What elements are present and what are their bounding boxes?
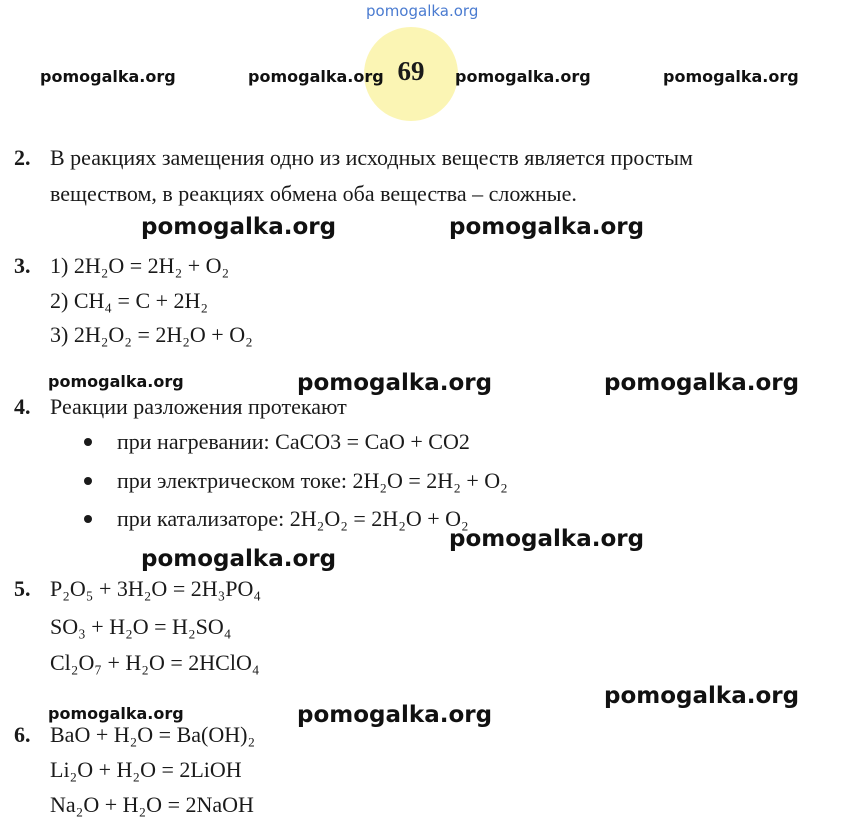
- reaction-line: [50, 253, 229, 279]
- reaction-formula: BaO + H₂O = Ba(OH)₂: [50, 722, 256, 747]
- reaction-index: 3): [50, 322, 69, 347]
- answer-text-line: В реакциях замещения одно из исходных веществ является простым: [50, 145, 693, 170]
- answer-number: 2.: [14, 145, 31, 170]
- watermark: pomogalka.org: [48, 704, 184, 723]
- reaction-formula: Cl₂O₇ + H₂O = 2HClO₄: [50, 650, 260, 675]
- watermark: pomogalka.org: [297, 702, 493, 728]
- watermark: pomogalka.org: [141, 214, 337, 240]
- bullet-item: при катализаторе: 2H₂O₂ = 2H₂O + O₂: [117, 506, 469, 531]
- watermark: pomogalka.org: [455, 67, 591, 86]
- answer-text-line: Реакции разложения протекают: [50, 394, 347, 419]
- reaction-formula: Na₂O + H₂O = 2NaOH: [50, 792, 254, 817]
- watermark: pomogalka.org: [663, 67, 799, 86]
- bullet-item: при нагревании: CaCO3 = CaO + CO2: [117, 429, 470, 454]
- reaction-formula: 2H₂O₂ = 2H₂O + O₂: [73, 322, 253, 347]
- answer-number: 5.: [14, 576, 31, 601]
- watermark: pomogalka.org: [48, 372, 184, 391]
- reaction-line: [50, 288, 208, 314]
- reaction-formula: SO₃ + H₂O = H₂SO₄: [50, 614, 232, 639]
- answer-text-line: веществом, в реакциях обмена оба вещества – сложные.: [50, 181, 577, 206]
- answer-number: 6.: [14, 722, 31, 747]
- answer-number: 3.: [14, 253, 31, 278]
- reaction-formula: P₂O₅ + 3H₂O = 2H₃PO₄: [50, 576, 262, 601]
- answer-number: 4.: [14, 394, 31, 419]
- watermark: pomogalka.org: [297, 370, 493, 396]
- watermark: pomogalka.org: [248, 67, 384, 86]
- bullet-icon: [84, 515, 92, 523]
- site-link-top[interactable]: pomogalka.org: [366, 2, 479, 20]
- watermark: pomogalka.org: [141, 546, 337, 572]
- bullet-icon: [84, 438, 92, 446]
- watermark: pomogalka.org: [40, 67, 176, 86]
- bullet-icon: [84, 477, 92, 485]
- watermark: pomogalka.org: [604, 683, 800, 709]
- reaction-formula: Li₂O + H₂O = 2LiOH: [50, 757, 242, 782]
- watermark: pomogalka.org: [604, 370, 800, 396]
- reaction-formula: CH₄ = C + 2H₂: [73, 288, 209, 313]
- reaction-index: 1): [50, 253, 69, 278]
- reaction-formula: 2H₂O = 2H₂ + O₂: [73, 253, 230, 278]
- reaction-line: [50, 322, 253, 348]
- bullet-item: при электрическом токе: 2H₂O = 2H₂ + O₂: [117, 468, 508, 493]
- watermark: pomogalka.org: [449, 526, 645, 552]
- page-number: 69: [397, 56, 425, 86]
- reaction-index: 2): [50, 288, 69, 313]
- watermark: pomogalka.org: [449, 214, 645, 240]
